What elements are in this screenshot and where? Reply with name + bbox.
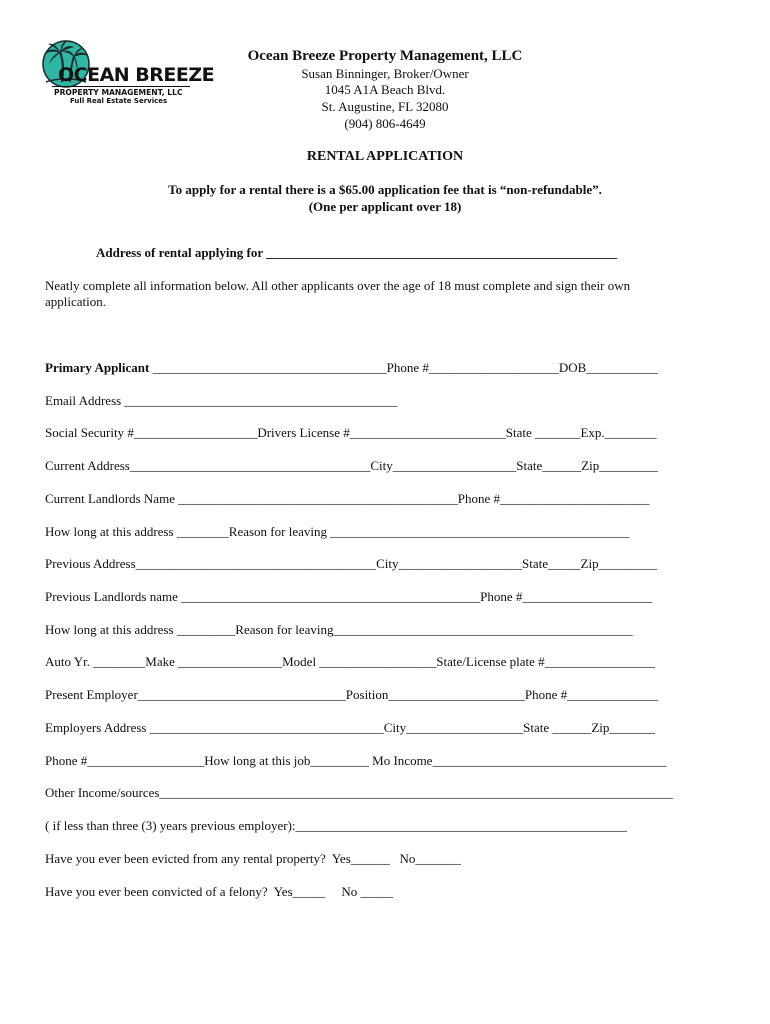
eviction-question[interactable]: Have you ever been evicted from any rental property? Yes______ No_______ xyxy=(45,851,461,866)
previous-employer-row[interactable]: ( if less than three (3) years previous employer):___________________________________________________ xyxy=(45,818,628,833)
instructions-line-2: application. xyxy=(45,294,107,309)
city-address: St. Augustine, FL 32080 xyxy=(321,99,449,114)
page-title: RENTAL APPLICATION xyxy=(306,149,464,164)
auto-row[interactable]: Auto Yr. ________Make ________________Model __________________State/License plate #_________________ xyxy=(45,654,656,669)
current-landlord-row[interactable]: Current Landlords Name ___________________________________________Phone #_______________________ xyxy=(45,491,650,506)
previous-address-row[interactable]: Previous Address_____________________________________City___________________State_____Zip_________ xyxy=(45,556,658,571)
current-address-row[interactable]: Current Address_____________________________________City___________________State______Zip_________ xyxy=(45,458,658,473)
logo-name: OCEAN BREEZE xyxy=(58,64,215,86)
primary-applicant-label: Primary Applicant xyxy=(45,360,150,375)
logo-subtitle: PROPERTY MANAGEMENT, LLC xyxy=(54,88,183,97)
fee-notice: To apply for a rental there is a $65.00 application fee that is “non-refundable”. xyxy=(168,182,602,197)
company-name: Ocean Breeze Property Management, LLC xyxy=(247,48,523,64)
ssn-license-row[interactable]: Social Security #___________________Drivers License #________________________State _______Exp.________ xyxy=(45,425,657,440)
street-address: 1045 A1A Beach Blvd. xyxy=(324,82,446,97)
primary-applicant-blanks[interactable]: ____________________________________Phone #____________________DOB___________ xyxy=(149,360,658,375)
primary-applicant-row[interactable] xyxy=(45,360,658,376)
fee-subnote: (One per applicant over 18) xyxy=(308,199,462,214)
employer-address-row[interactable]: Employers Address ____________________________________City__________________State ______Zip_______ xyxy=(45,720,655,735)
instructions-line-1: Neatly complete all information below. All other applicants over the age of 18 must complete and sign their own xyxy=(45,278,631,293)
logo-tagline: Full Real Estate Services xyxy=(70,97,168,105)
current-duration-row[interactable]: How long at this address ________Reason for leaving ______________________________________________ xyxy=(45,524,630,539)
job-phone-income-row[interactable]: Phone #__________________How long at this job_________ Mo Income____________________________________ xyxy=(45,753,667,768)
email-field[interactable]: Email Address __________________________________________ xyxy=(45,393,398,408)
previous-landlord-row[interactable]: Previous Landlords name ______________________________________________Phone #____________________ xyxy=(45,589,653,604)
broker-name: Susan Binninger, Broker/Owner xyxy=(301,66,469,81)
company-phone: (904) 806-4649 xyxy=(344,116,426,131)
other-income-row[interactable]: Other Income/sources_______________________________________________________________________________ xyxy=(45,785,673,800)
rental-address-field[interactable]: Address of rental applying for ______________________________________________________ xyxy=(96,245,618,260)
previous-duration-row[interactable]: How long at this address _________Reason for leaving______________________________________________ xyxy=(45,622,633,637)
employer-row[interactable]: Present Employer________________________________Position_____________________Phone #______________ xyxy=(45,687,659,702)
felony-question[interactable]: Have you ever been convicted of a felony? Yes_____ No _____ xyxy=(45,884,394,899)
